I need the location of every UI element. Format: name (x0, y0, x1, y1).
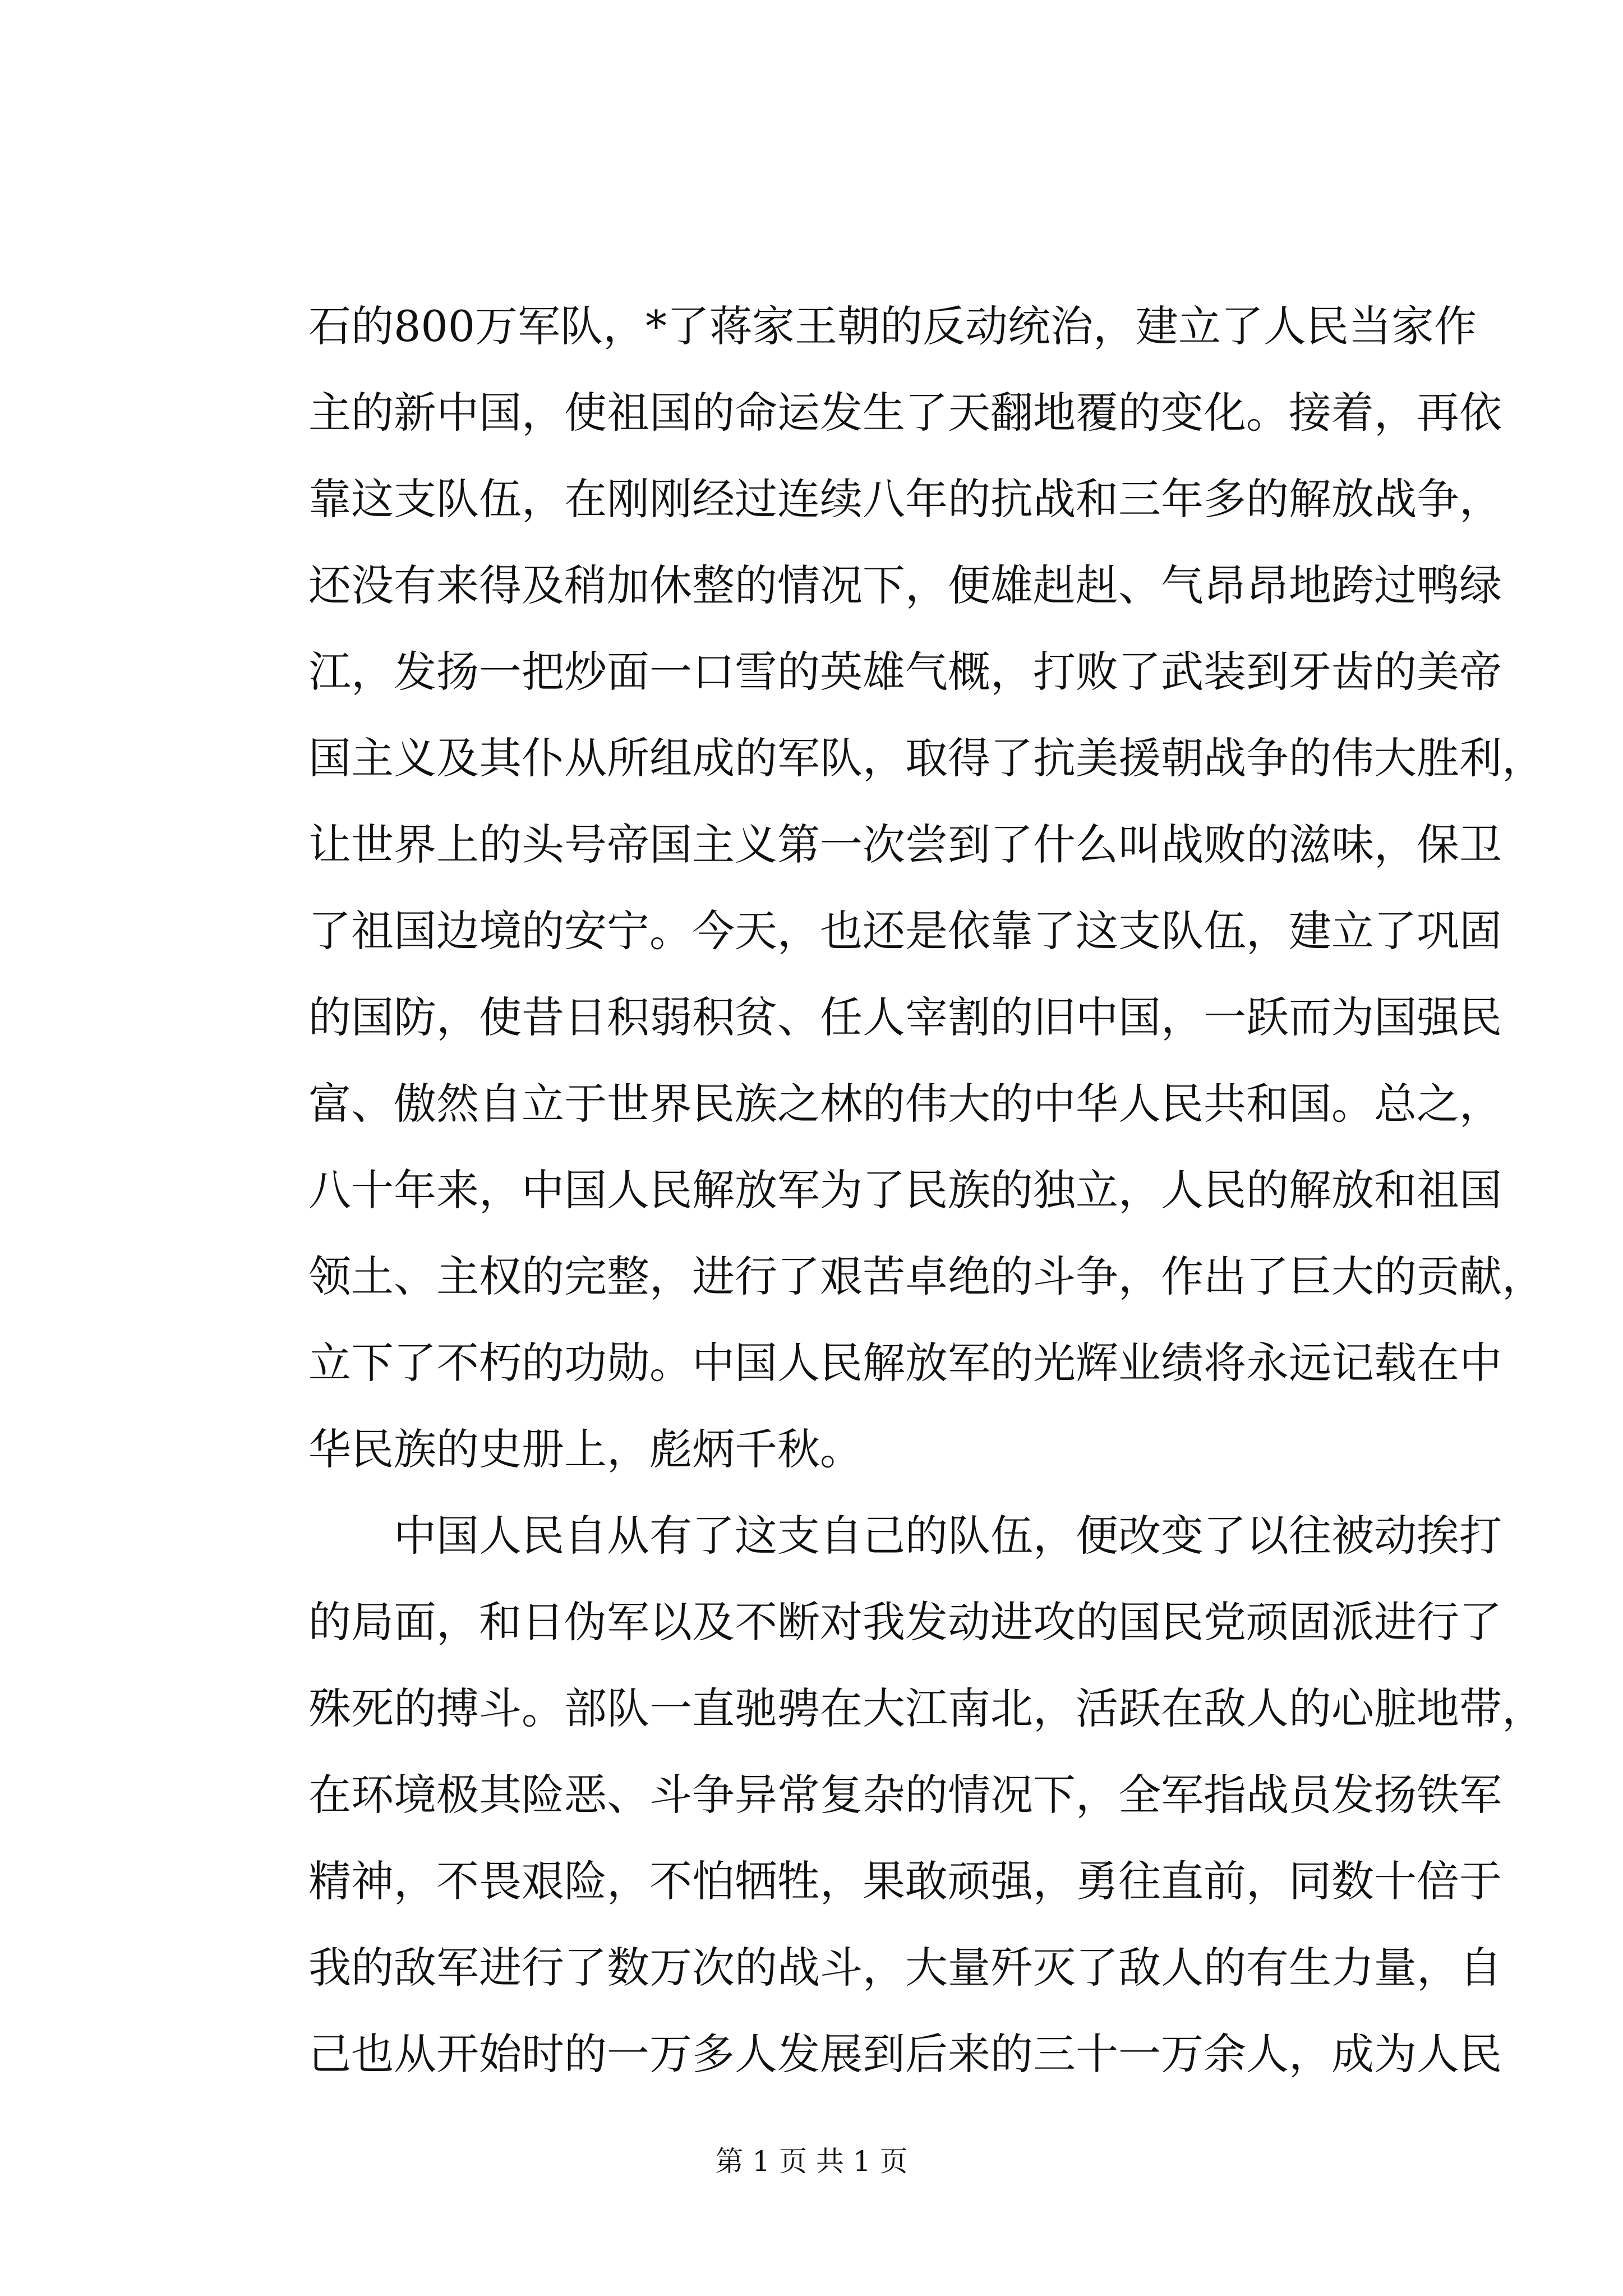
paragraph-1-line-14: 华民族的史册上，彪炳千秋。 (308, 1424, 863, 1474)
paragraph-1-line-8: 了祖国边境的安宁。今天，也还是依靠了这支队伍，建立了巩固 (308, 906, 1502, 956)
paragraph-1-line-11: 八十年来，中国人民解放军为了民族的独立，人民的解放和祖国 (308, 1165, 1502, 1215)
paragraph-2-line-5: 精神，不畏艰险，不怕牺牲，果敢顽强，勇往直前，同数十倍于 (308, 1856, 1502, 1906)
paragraph-2-line-3: 殊死的搏斗。部队一直驰骋在大江南北，活跃在敌人的心脏地带， (308, 1683, 1544, 1733)
paragraph-2-line-1: 中国人民自从有了这支自己的队伍，便改变了以往被动挨打 (394, 1511, 1502, 1561)
paragraph-2-line-2: 的局面，和日伪军以及不断对我发动进攻的国民党顽固派进行了 (308, 1597, 1502, 1647)
page-footer: 第 1 页 共 1 页 (715, 2145, 908, 2178)
paragraph-2-line-7: 己也从开始时的一万多人发展到后来的三十一万余人，成为人民 (308, 2029, 1502, 2079)
paragraph-1-line-1: 石的800万军队，*了蒋家王朝的反动统治，建立了人民当家作 (308, 301, 1477, 351)
paragraph-1-line-3: 靠这支队伍，在刚刚经过连续八年的抗战和三年多的解放战争， (308, 474, 1502, 524)
paragraph-1-line-4: 还没有来得及稍加休整的情况下，便雄赳赳、气昂昂地跨过鸭绿 (308, 560, 1502, 610)
paragraph-1-line-2: 主的新中国，使祖国的命运发生了天翻地覆的变化。接着，再依 (308, 388, 1502, 438)
paragraph-2-line-4: 在环境极其险恶、斗争异常复杂的情况下，全军指战员发扬铁军 (308, 1770, 1502, 1820)
paragraph-1-line-9: 的国防，使昔日积弱积贫、任人宰割的旧中国，一跃而为国强民 (308, 992, 1502, 1042)
body-text (308, 283, 1544, 2097)
paragraph-2-line-6: 我的敌军进行了数万次的战斗，大量歼灭了敌人的有生力量，自 (308, 1943, 1502, 1993)
paragraph-1-line-10: 富、傲然自立于世界民族之林的伟大的中华人民共和国。总之， (308, 1079, 1502, 1129)
paragraph-1-line-13: 立下了不朽的功勋。中国人民解放军的光辉业绩将永远记载在中 (308, 1338, 1502, 1388)
paragraph-1-line-6: 国主义及其仆从所组成的军队，取得了抗美援朝战争的伟大胜利， (308, 733, 1544, 783)
paragraph-1-line-5: 江，发扬一把炒面一口雪的英雄气概，打败了武装到牙齿的美帝 (308, 647, 1502, 697)
paragraph-1-line-12: 领土、主权的完整，进行了艰苦卓绝的斗争，作出了巨大的贡献， (308, 1251, 1544, 1301)
paragraph-1-line-7: 让世界上的头号帝国主义第一次尝到了什么叫战败的滋味，保卫 (308, 820, 1502, 869)
